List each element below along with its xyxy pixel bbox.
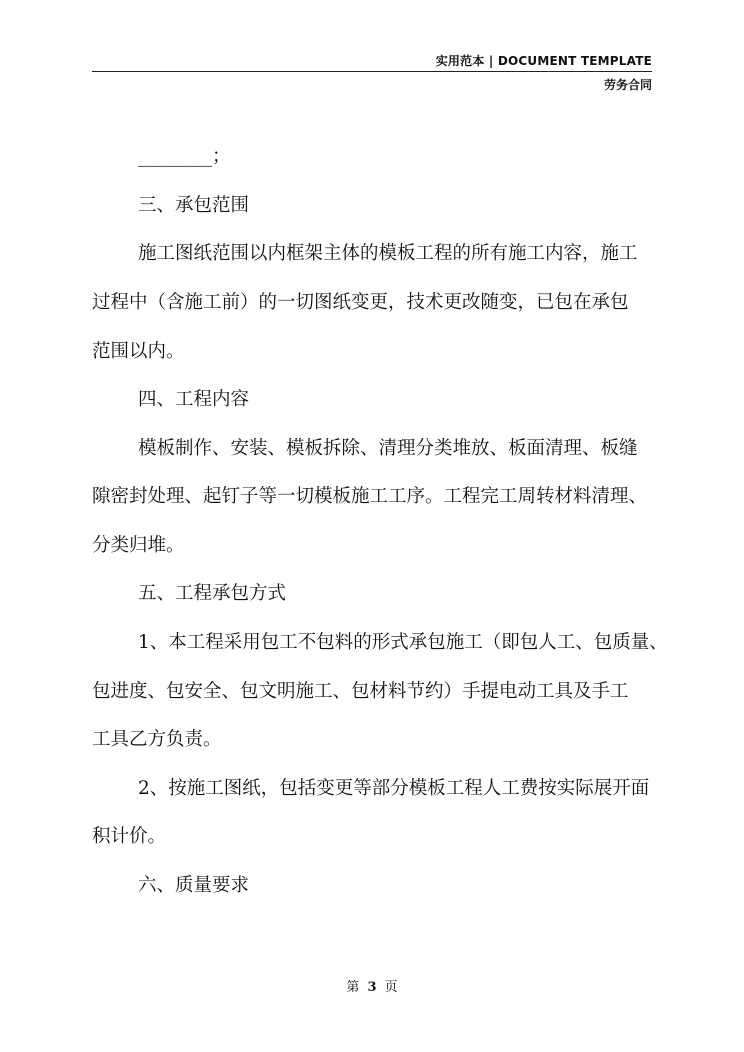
section-heading: 四、工程内容	[138, 389, 250, 410]
paragraph-line: 隙密封处理、起钉子等一切模板施工工序。工程完工周转材料清理、	[92, 486, 648, 507]
paragraph-line: 工具乙方负责。	[92, 729, 222, 750]
section-heading: 三、承包范围	[138, 195, 250, 216]
page-footer	[0, 976, 744, 995]
section-heading: 六、质量要求	[138, 875, 250, 896]
page-header	[92, 52, 652, 72]
header-subtitle: 劳务合同	[603, 78, 652, 92]
section-heading: 五、工程承包方式	[138, 583, 287, 604]
blank-line: ________；	[138, 146, 231, 167]
footer-prefix: 第	[346, 980, 360, 995]
paragraph-line: 积计价。	[92, 826, 167, 847]
paragraph-line: 分类归堆。	[92, 535, 185, 556]
header-title: 实用范本 | DOCUMENT TEMPLATE	[435, 54, 652, 68]
paragraph-line: 模板制作、安装、模板拆除、清理分类堆放、板面清理、板缝	[138, 438, 638, 459]
paragraph-line: 2、按施工图纸，包括变更等部分模板工程人工费按实际展开面	[138, 778, 650, 799]
page-number: 3	[367, 980, 377, 995]
paragraph-line: 范围以内。	[92, 341, 185, 362]
paragraph-line: 过程中（含施工前）的一切图纸变更，技术更改随变，已包在承包	[92, 292, 629, 313]
paragraph-line: 包进度、包安全、包文明施工、包材料节约）手提电动工具及手工	[92, 681, 629, 702]
paragraph-line: 施工图纸范围以内框架主体的模板工程的所有施工内容，施工	[138, 243, 638, 264]
paragraph-line: 1、本工程采用包工不包料的形式承包施工（即包人工、包质量、	[138, 632, 668, 653]
footer-suffix: 页	[384, 980, 398, 995]
